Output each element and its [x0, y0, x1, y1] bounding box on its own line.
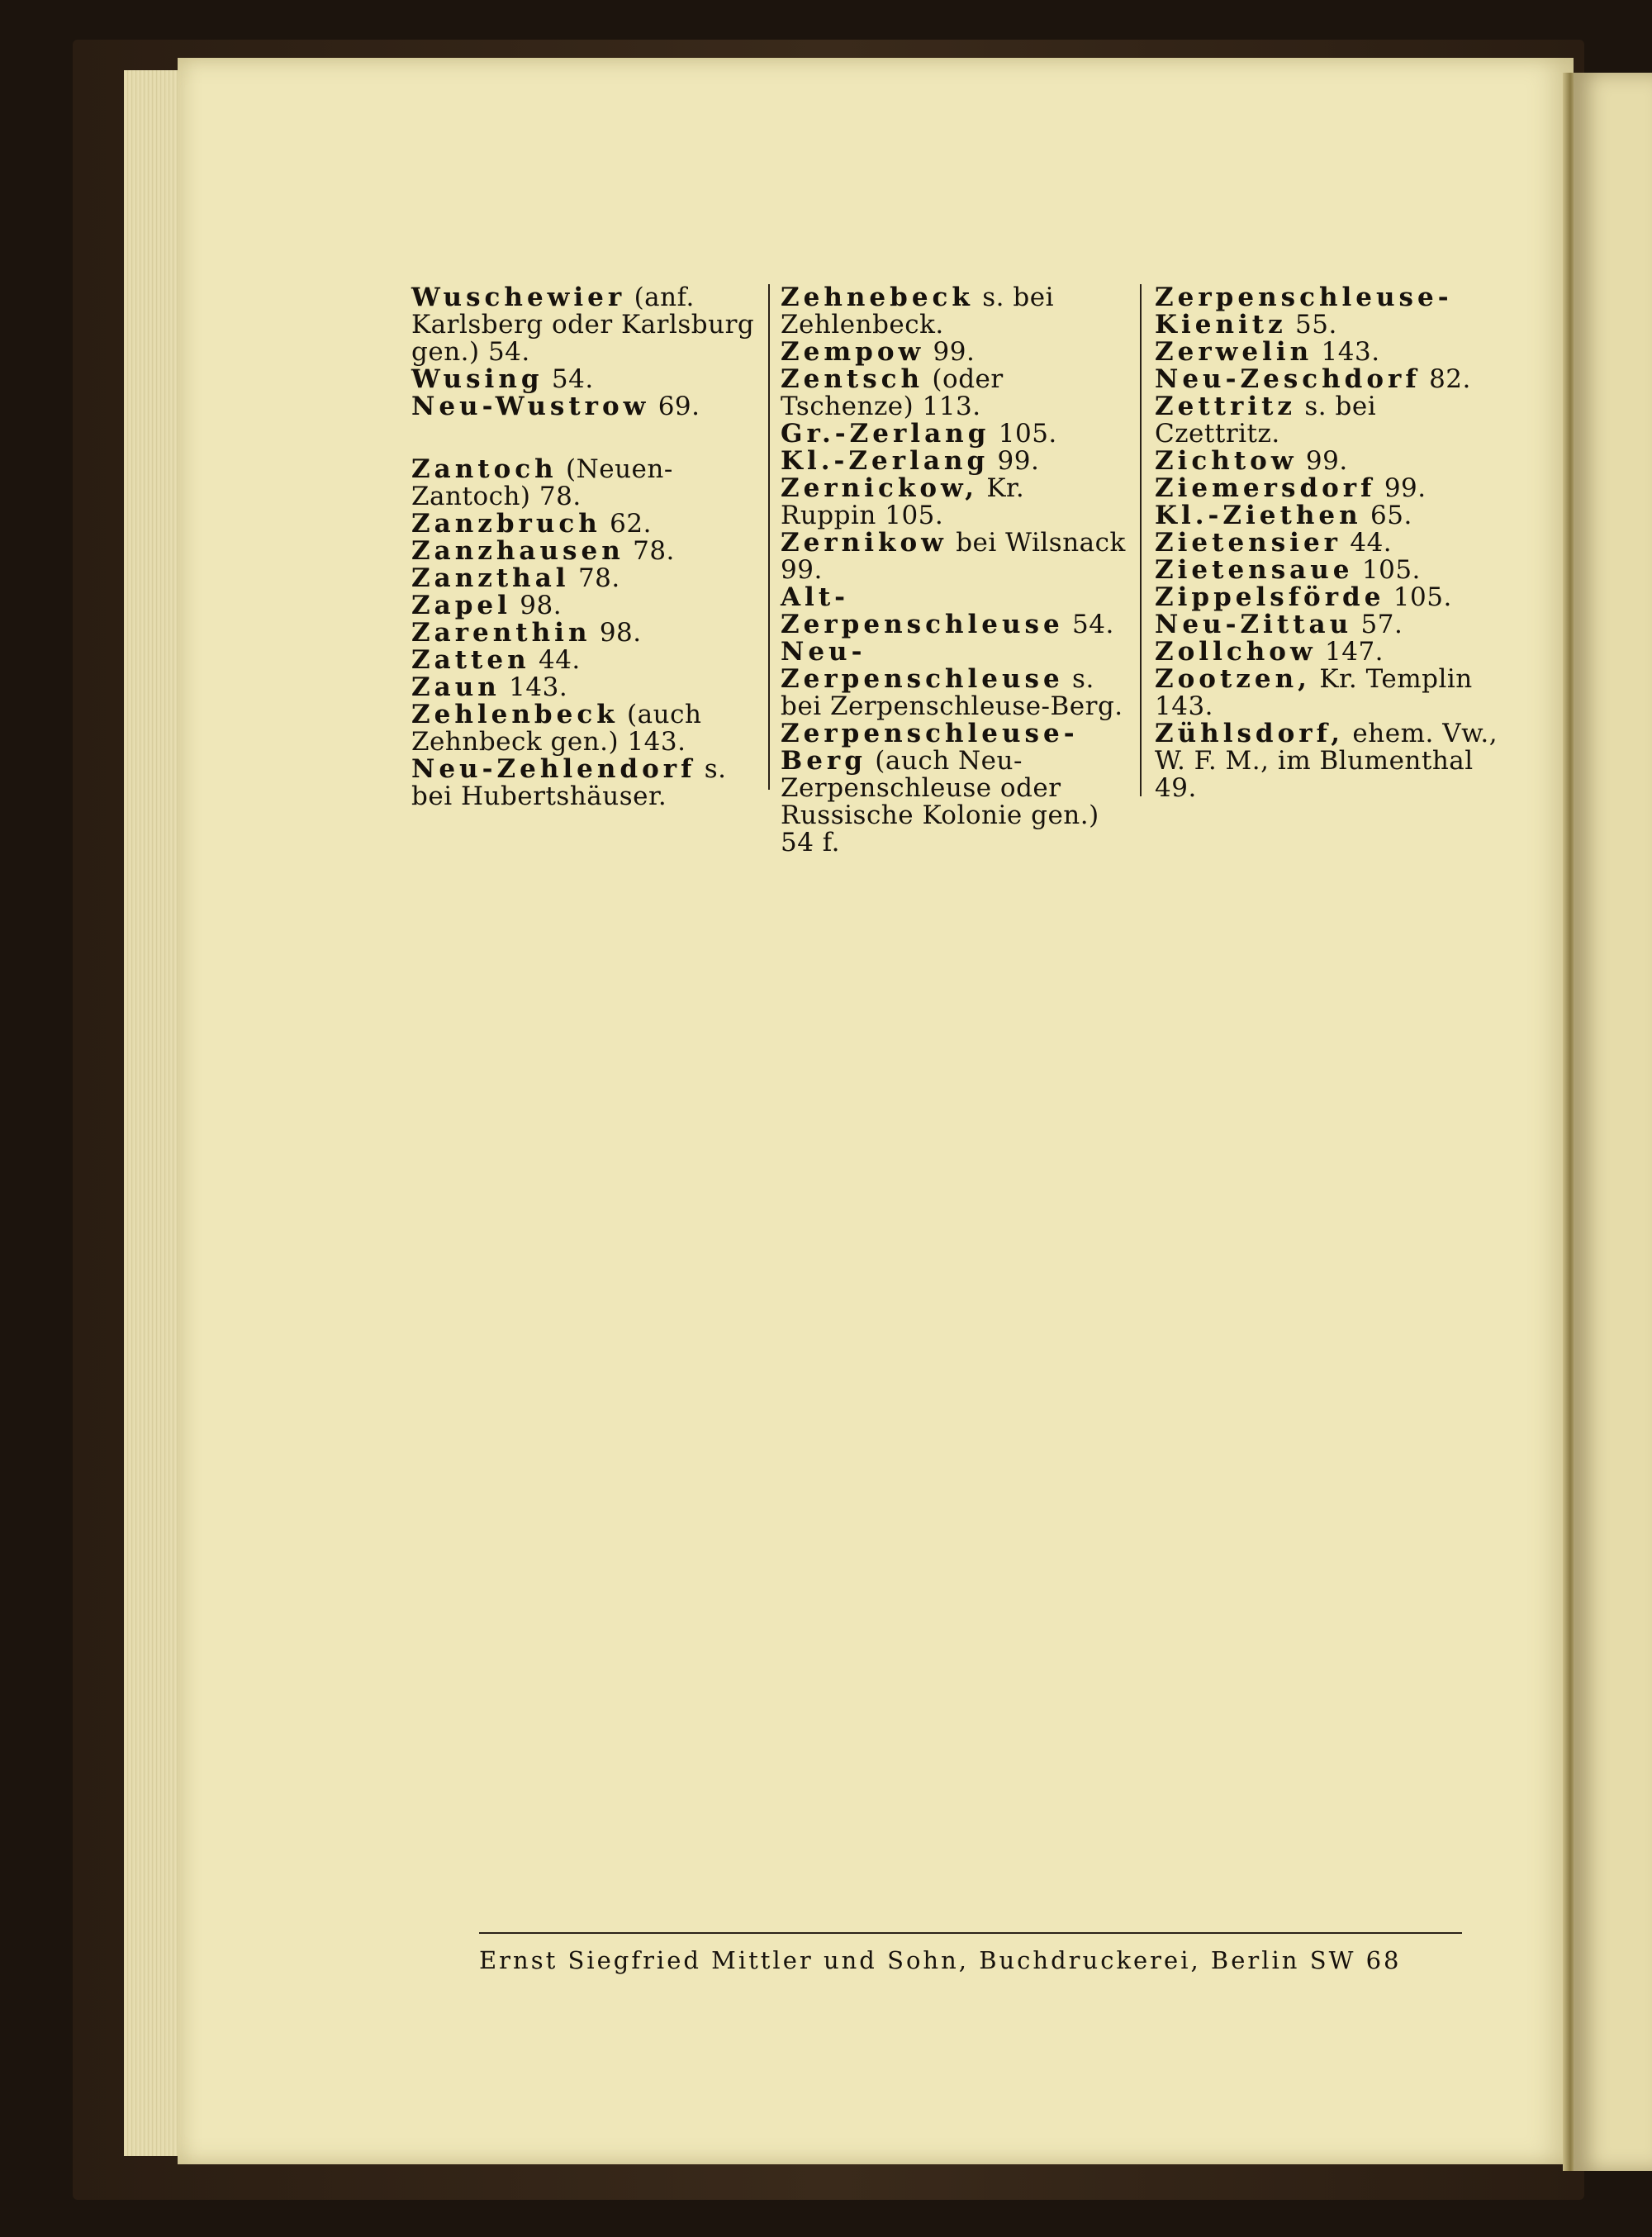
entry-detail: 105. [990, 419, 1057, 449]
index-entry [1155, 720, 1502, 802]
entry-detail: 98. [591, 618, 642, 648]
entry-name: Zatten [411, 645, 530, 675]
entry-name: Zarenthin [411, 618, 591, 648]
entry-name: Zantoch [411, 454, 558, 484]
entry-name: Gr.-Zerlang [781, 419, 990, 449]
entry-name: Zernickow, [781, 473, 978, 503]
entry-detail: (auch Zehnbeck gen.) 143. [411, 700, 702, 757]
printer-imprint: Ernst Siegfried Mittler und Sohn, Buchdruckerei, Berlin SW 68 [479, 1946, 1402, 1974]
index-entry [411, 592, 758, 620]
index-entry [781, 530, 1127, 584]
entry-name: Zentsch [781, 364, 924, 394]
entry-name: Neu-Zehlendorf [411, 754, 696, 784]
entry-detail: 143. [500, 672, 568, 702]
entry-detail: bei Wilsnack 99. [781, 528, 1126, 585]
entry-name: Zettritz [1155, 392, 1297, 421]
entry-name: Ziemersdorf [1155, 473, 1376, 503]
entry-detail: 99. [989, 446, 1040, 476]
index-entry [1155, 393, 1502, 448]
entry-detail: (auch Neu-Zerpenschleuse oder Russische Kolonie gen.) 54 f. [781, 746, 1099, 857]
entry-detail: 54. [1063, 610, 1114, 639]
entry-detail: 54. [543, 364, 594, 394]
entry-detail: s. bei Zerpenschleuse-Berg. [781, 664, 1123, 721]
index-entry [1155, 611, 1502, 639]
index-entry [411, 701, 758, 756]
index-entry [411, 538, 758, 565]
entry-detail: s. bei Czettritz. [1155, 392, 1377, 449]
index-entry [781, 639, 1127, 720]
entry-name: Zerwelin [1155, 337, 1313, 367]
entry-detail: Kr. Ruppin 105. [781, 473, 1025, 530]
index-entry [411, 756, 758, 810]
entry-name: Zanzhausen [411, 536, 624, 566]
index-entry [411, 647, 758, 674]
index-entry [1155, 502, 1502, 530]
entry-detail: 99. [1297, 446, 1348, 476]
entry-name: Neu-Zeschdorf [1155, 364, 1421, 394]
index-entry [1155, 557, 1502, 584]
entry-name: Kl.-Ziethen [1155, 501, 1362, 530]
entry-detail: 78. [624, 536, 675, 566]
index-entry [411, 674, 758, 701]
index-entry [1155, 584, 1502, 611]
entry-name: Zaun [411, 672, 501, 702]
index-entry [411, 366, 758, 393]
entry-detail: (Neuen-Zantoch) 78. [411, 454, 673, 511]
entry-name: Kl.-Zerlang [781, 446, 990, 476]
entry-detail: 143. [1313, 337, 1380, 367]
index-column-2 [781, 284, 1127, 857]
entry-name: Zietensier [1155, 528, 1341, 558]
index-entry [781, 475, 1127, 530]
index-entry [1155, 339, 1502, 366]
entry-detail: (oder Tschenze) 113. [781, 364, 1004, 421]
entry-detail: 147. [1316, 637, 1384, 667]
entry-name: Neu-Zittau [1155, 610, 1353, 639]
entry-gap [411, 420, 758, 456]
entry-detail: (anf. Karlsberg oder Karlsburg gen.) 54. [411, 283, 755, 367]
entry-detail: 44. [529, 645, 581, 675]
entry-name: Zapel [411, 591, 511, 620]
index-entry [411, 620, 758, 647]
entry-name: Zerpenschleuse-Kienitz [1155, 283, 1453, 340]
entry-detail: ehem. Vw., W. F. M., im Blumenthal 49. [1155, 719, 1498, 803]
index-entry [1155, 448, 1502, 475]
index-entry [411, 284, 758, 366]
entry-detail: 57. [1352, 610, 1403, 639]
entry-name: Alt-Zerpenschleuse [781, 582, 1064, 639]
entry-name: Zehlenbeck [411, 700, 619, 729]
index-entry [411, 456, 758, 511]
entry-name: Zehnebeck [781, 283, 974, 312]
entry-name: Neu-Wustrow [411, 392, 650, 421]
entry-detail: Kr. Templin 143. [1155, 664, 1473, 721]
entry-name: Zanzthal [411, 563, 570, 593]
index-entry [781, 448, 1127, 475]
index-entry [781, 420, 1127, 448]
index-entry [411, 393, 758, 420]
entry-detail: 44. [1341, 528, 1393, 558]
entry-name: Zollchow [1155, 637, 1317, 667]
index-entry [1155, 284, 1502, 339]
entry-detail: 65. [1361, 501, 1412, 530]
entry-detail: 55. [1286, 310, 1337, 340]
entry-name: Zippelsförde [1155, 582, 1385, 612]
entry-name: Zanzbruch [411, 509, 601, 539]
entry-name: Zempow [781, 337, 925, 367]
entry-name: Wuschewier [411, 283, 626, 312]
index-entry [1155, 366, 1502, 393]
entry-name: Zühlsdorf, [1155, 719, 1345, 748]
entry-name: Zernikow [781, 528, 947, 558]
index-entry [411, 511, 758, 538]
entry-name: Zietensaue [1155, 555, 1354, 585]
index-entry [1155, 475, 1502, 502]
index-entry [781, 720, 1127, 857]
entry-detail: 78. [569, 563, 620, 593]
index-entry [781, 284, 1127, 339]
entry-detail: 62. [601, 509, 652, 539]
entry-name: Zichtow [1155, 446, 1298, 476]
index-entry [1155, 666, 1502, 720]
entry-name: Zootzen, [1155, 664, 1311, 694]
column-divider-2 [1140, 284, 1142, 796]
entry-detail: 82. [1420, 364, 1471, 394]
index-entry [1155, 530, 1502, 557]
index-entry [1155, 639, 1502, 666]
entry-detail: 99. [924, 337, 976, 367]
index-entry [781, 366, 1127, 420]
index-column-1 [411, 284, 758, 810]
index-entry [411, 565, 758, 592]
entry-detail: 98. [510, 591, 563, 620]
entry-name: Zerpenschleuse-Berg [781, 719, 1079, 776]
entry-name: Wusing [411, 364, 544, 394]
index-entry [781, 339, 1127, 366]
entry-name: Neu-Zerpenschleuse [781, 637, 1064, 694]
entry-detail: 99. [1375, 473, 1427, 503]
facing-page [1574, 73, 1652, 2171]
entry-detail: s. bei Hubertshäuser. [411, 754, 727, 811]
index-column-3 [1155, 284, 1502, 802]
entry-detail: 69. [649, 392, 700, 421]
index-entry [781, 584, 1127, 639]
entry-detail: 105. [1353, 555, 1421, 585]
entry-detail: s. bei Zehlenbeck. [781, 283, 1054, 340]
footer-rule [479, 1932, 1462, 1934]
entry-detail: 105. [1384, 582, 1452, 612]
column-divider-1 [768, 284, 770, 790]
